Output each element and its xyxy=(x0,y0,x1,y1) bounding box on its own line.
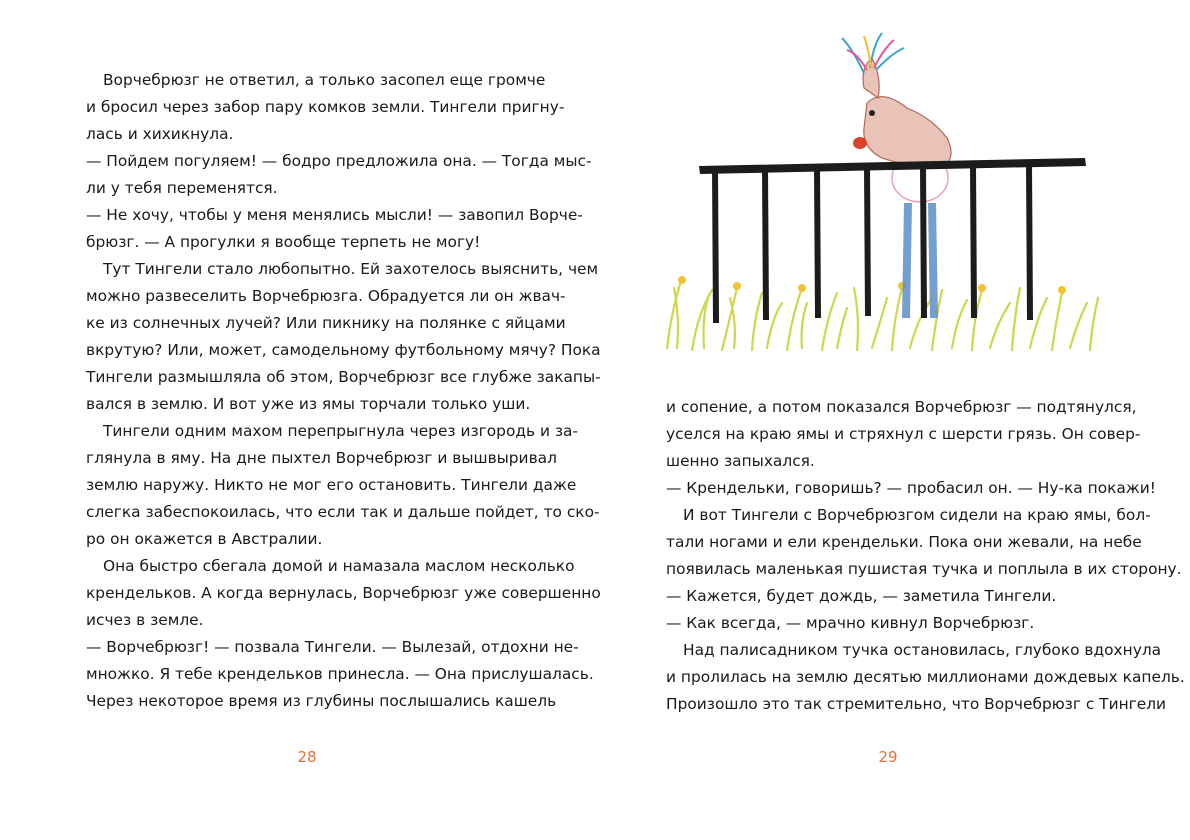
text-line: — Не хочу, чтобы у меня менялись мысли! — завопил Ворче- xyxy=(86,206,583,224)
page-number-right: 29 xyxy=(878,748,898,766)
text-line: глянула в яму. На дне пыхтел Ворчебрюзг и вышвыривал xyxy=(86,449,557,467)
text-line: ке из солнечных лучей? Или пикнику на полянке с яйцами xyxy=(86,314,566,332)
text-line: уселся на краю ямы и стряхнул с шерсти грязь. Он совер- xyxy=(666,425,1141,443)
text-line: вкрутую? Или, может, самодельному футбольному мячу? Пока xyxy=(86,341,601,359)
page-number-left: 28 xyxy=(297,748,317,766)
text-line: — Кажется, будет дождь, — заметила Тингели. xyxy=(666,587,1057,605)
text-line: Через некоторое время из глубины послышались кашель xyxy=(86,692,557,710)
text-line: вался в землю. И вот уже из ямы торчали только уши. xyxy=(86,395,531,413)
text-line: и сопение, а потом показался Ворчебрюзг — подтянулся, xyxy=(666,398,1137,416)
fence-illustration xyxy=(642,18,1122,396)
text-line: — Крендельки, говоришь? — пробасил он. — Ну-ка покажи! xyxy=(666,479,1156,497)
text-line: землю наружу. Никто не мог его остановить. Тингели даже xyxy=(86,476,577,494)
text-line: лась и хихикнула. xyxy=(86,125,234,143)
text-line: ро он окажется в Австралии. xyxy=(86,530,323,548)
grass xyxy=(667,278,1098,350)
text-line: брюзг. — А прогулки я вообще терпеть не могу! xyxy=(86,233,481,251)
text-line: множко. Я тебе крендельков принесла. — Она прислушалась. xyxy=(86,665,594,683)
text-line: исчез в земле. xyxy=(86,611,204,629)
text-line: Она быстро сбегала домой и намазала маслом несколько xyxy=(103,557,575,575)
text-line: И вот Тингели с Ворчебрюзгом сидели на краю ямы, бол- xyxy=(683,506,1151,524)
right-page xyxy=(595,0,1190,840)
text-line: — Ворчебрюзг! — позвала Тингели. — Вылезай, отдохни не- xyxy=(86,638,579,656)
text-line: тали ногами и ели крендельки. Пока они жевали, на небе xyxy=(666,533,1142,551)
character xyxy=(842,33,951,318)
text-line: Тут Тингели стало любопытно. Ей захотелось выяснить, чем xyxy=(103,260,599,278)
text-line: Произошло это так стремительно, что Ворчебрюзг с Тингели xyxy=(666,695,1167,713)
text-line: появилась маленькая пушистая тучка и поплыла в их сторону. xyxy=(666,560,1182,578)
left-page-text xyxy=(86,67,601,715)
text-line: шенно запыхался. xyxy=(666,452,815,470)
text-line: — Пойдем погуляем! — бодро предложила она. — Тогда мыс- xyxy=(86,152,592,170)
text-line: и бросил через забор пару комков земли. Тингели пригну- xyxy=(86,98,565,116)
text-line: Тингели размышляла об этом, Ворчебрюзг все глубже закапы- xyxy=(86,368,601,386)
text-line: Ворчебрюзг не ответил, а только засопел еще громче xyxy=(103,71,546,89)
text-line: крендельков. А когда вернулась, Ворчебрюзг уже совершенно xyxy=(86,584,601,602)
text-line: и пролилась на землю десятью миллионами дождевых капель. xyxy=(666,668,1185,686)
text-line: можно развеселить Ворчебрюзга. Обрадуется ли он жвач- xyxy=(86,287,566,305)
text-line: слегка забеспокоилась, что если так и дальше пойдет, то ско- xyxy=(86,503,600,521)
right-page-text xyxy=(666,394,1185,718)
text-line: — Как всегда, — мрачно кивнул Ворчебрюзг. xyxy=(666,614,1035,632)
text-line: Тингели одним махом перепрыгнула через изгородь и за- xyxy=(103,422,579,440)
text-line: ли у тебя переменятся. xyxy=(86,179,278,197)
text-line: Над палисадником тучка остановилась, глубоко вдохнула xyxy=(683,641,1162,659)
fence-drawing xyxy=(642,18,1122,396)
